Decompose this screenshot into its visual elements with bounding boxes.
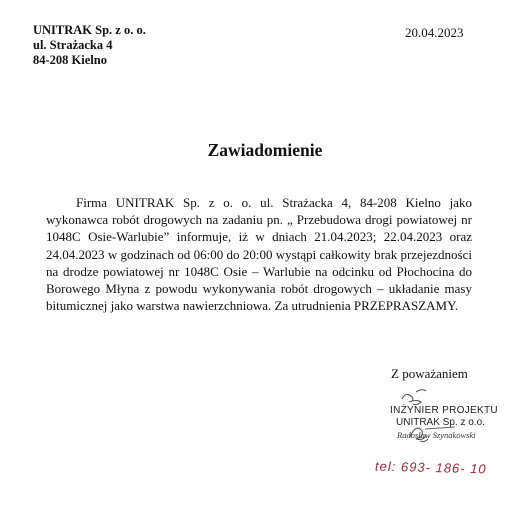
sender-company: UNITRAK Sp. z o. o. [33,23,146,37]
stamp-company: UNITRAK Sp. z o.o. [396,417,485,428]
sender-city: 84-208 Kielno [33,53,107,67]
sender-address [33,23,146,68]
letter-title: Zawiadomienie [207,140,323,160]
letter-body: Firma UNITRAK Sp. z o. o. ul. Strażacka 4, 84-208 Kielno jako wykonawca robót drogowych na zadaniu pn. „ Przebudowa drogi powiatowej nr 1048C Osie-Warlubie” informuje, iż w dniach 21.04.2023; 22.04.2023 oraz 24.04.2023 w godzinach od 06:00 do 20:00 wystąpi całkowity brak przejezdności na drodze powiatowej nr 1048C Osie – Warlubie na odcinku od Płochocina do Borowego Młyna z powodu wykonywania robót drogowych – układanie masy bitumicznej jako warstwa nawierzchniowa. Za utrudnienia PRZEPRASZAMY. [46,195,472,314]
handwritten-phone: tel: 693- 186- 10 [374,458,487,477]
sender-street: ul. Strażacka 4 [33,38,113,52]
stamp-role: INŻYNIER PROJEKTU [390,405,498,416]
stamp-name: Radosław Szynakowski [397,430,476,440]
letter-date: 20.04.2023 [405,25,464,40]
closing-phrase: Z poważaniem [391,366,468,381]
